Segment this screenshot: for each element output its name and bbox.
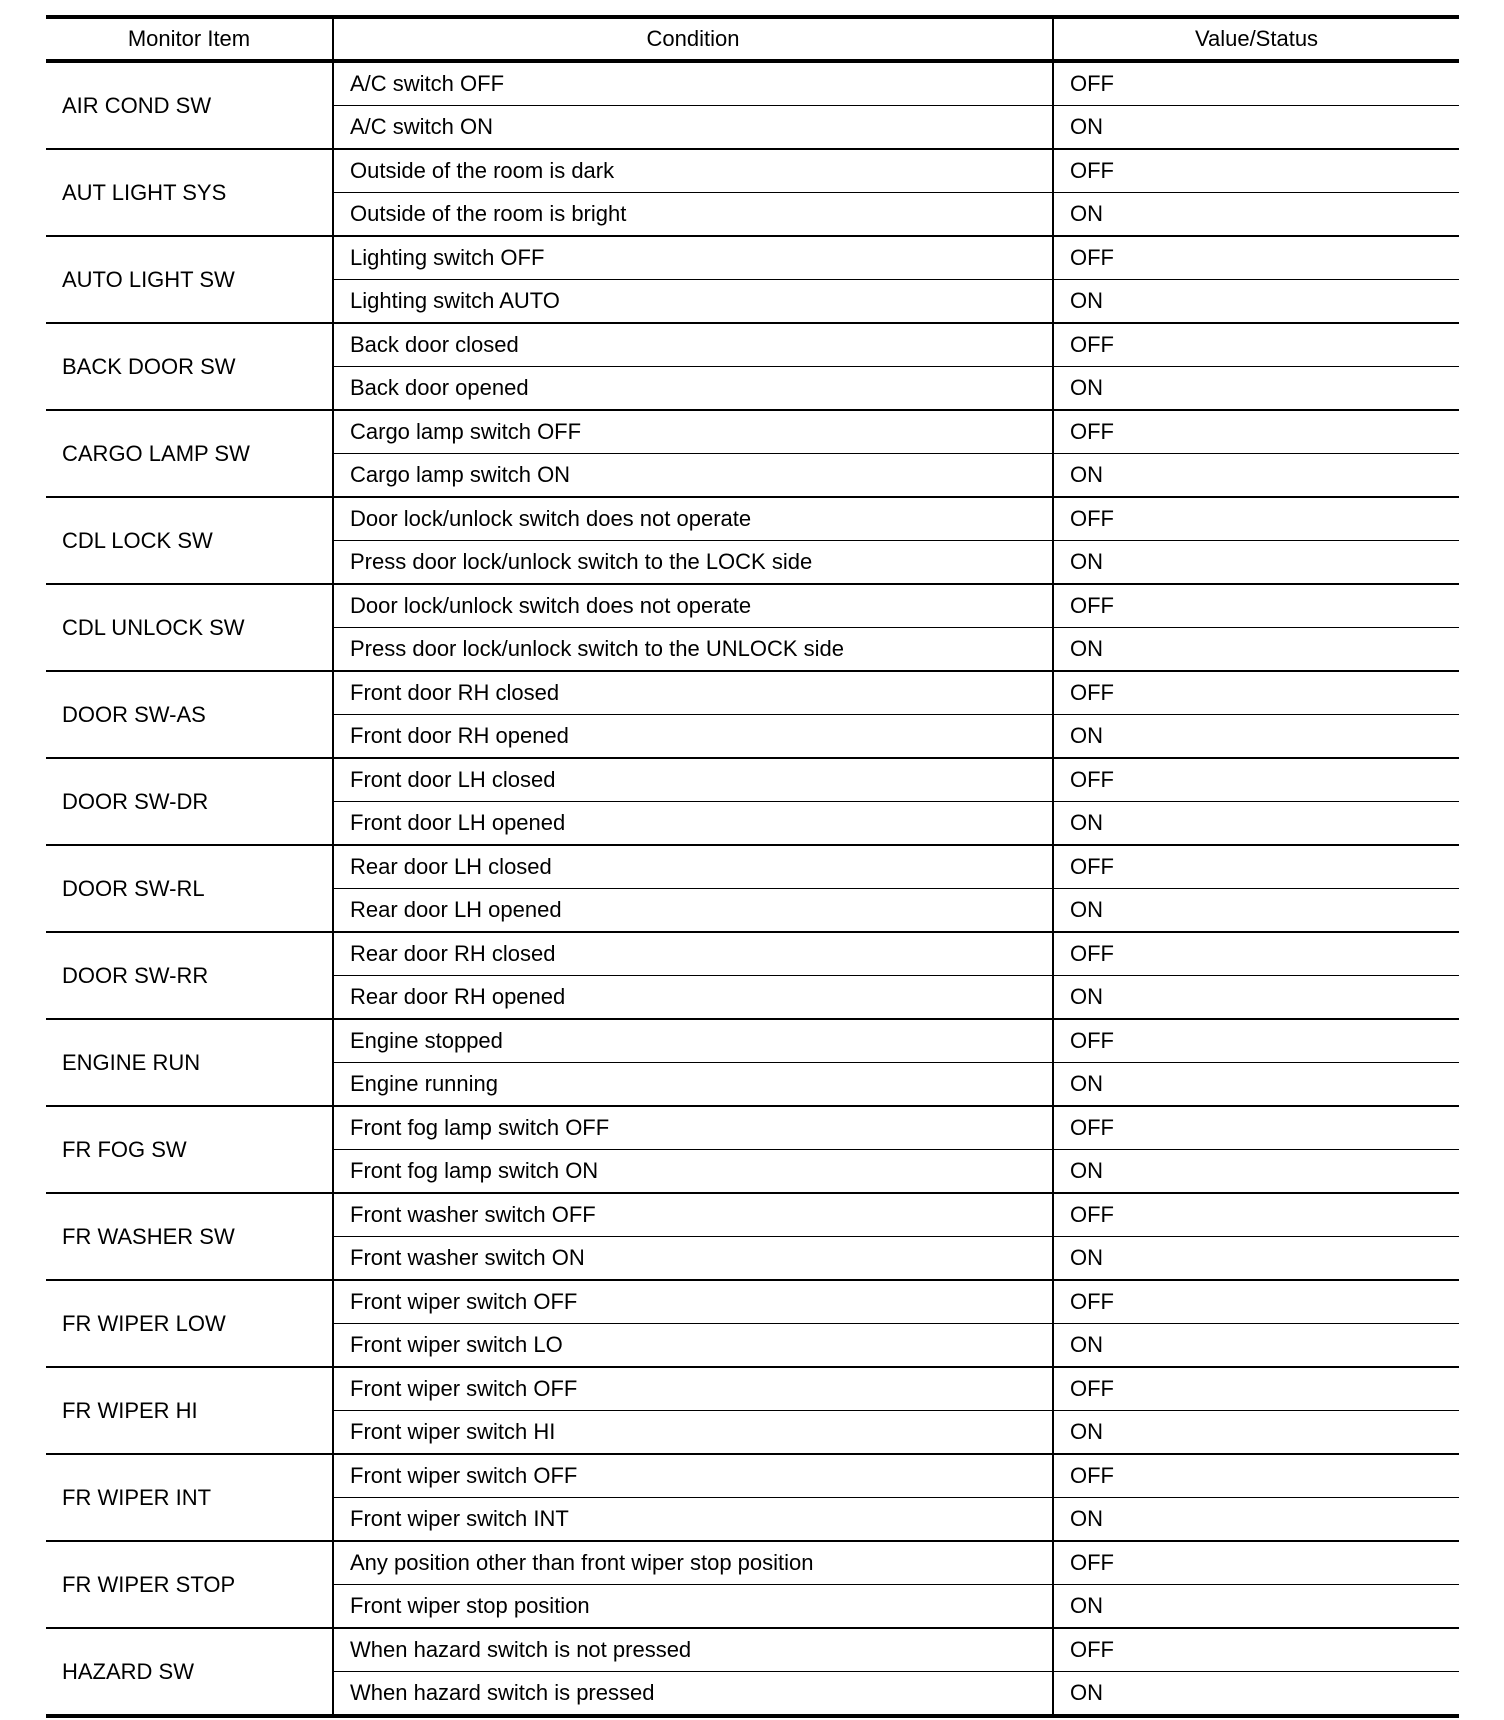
condition-cell: Door lock/unlock switch does not operate — [333, 584, 1053, 628]
value-status-cell: ON — [1053, 1324, 1459, 1368]
value-status-cell: OFF — [1053, 323, 1459, 367]
condition-cell: Front wiper switch LO — [333, 1324, 1053, 1368]
condition-cell: Front washer switch OFF — [333, 1193, 1053, 1237]
condition-cell: Any position other than front wiper stop position — [333, 1541, 1053, 1585]
header-monitor-item: Monitor Item — [46, 17, 333, 61]
condition-cell: Front wiper switch OFF — [333, 1280, 1053, 1324]
monitor-item-cell: AUT LIGHT SYS — [46, 149, 333, 236]
condition-cell: Rear door LH closed — [333, 845, 1053, 889]
condition-cell: Rear door LH opened — [333, 889, 1053, 933]
value-status-cell: ON — [1053, 976, 1459, 1020]
monitor-item-cell: BACK DOOR SW — [46, 323, 333, 410]
condition-cell: Cargo lamp switch ON — [333, 454, 1053, 498]
table-row — [46, 584, 1459, 628]
table-row — [46, 932, 1459, 976]
condition-cell: Front wiper switch OFF — [333, 1454, 1053, 1498]
condition-cell: Front fog lamp switch ON — [333, 1150, 1053, 1194]
table-row — [46, 323, 1459, 367]
condition-cell: Lighting switch AUTO — [333, 280, 1053, 324]
condition-cell: Outside of the room is dark — [333, 149, 1053, 193]
table-row — [46, 497, 1459, 541]
condition-cell: Cargo lamp switch OFF — [333, 410, 1053, 454]
monitor-item-cell: HAZARD SW — [46, 1628, 333, 1716]
value-status-cell: OFF — [1053, 1280, 1459, 1324]
monitor-item-cell: CDL LOCK SW — [46, 497, 333, 584]
condition-cell: A/C switch ON — [333, 106, 1053, 150]
table-body — [46, 61, 1459, 1716]
condition-cell: Front wiper stop position — [333, 1585, 1053, 1629]
condition-cell: Back door opened — [333, 367, 1053, 411]
condition-cell: Door lock/unlock switch does not operate — [333, 497, 1053, 541]
table-row — [46, 1106, 1459, 1150]
condition-cell: Rear door RH closed — [333, 932, 1053, 976]
header-value-status: Value/Status — [1053, 17, 1459, 61]
monitor-item-cell: DOOR SW-DR — [46, 758, 333, 845]
table-row — [46, 1628, 1459, 1672]
monitor-item-cell: DOOR SW-RL — [46, 845, 333, 932]
table-row — [46, 236, 1459, 280]
condition-cell: Engine stopped — [333, 1019, 1053, 1063]
monitor-item-cell: ENGINE RUN — [46, 1019, 333, 1106]
monitor-item-cell: FR WIPER HI — [46, 1367, 333, 1454]
value-status-cell: ON — [1053, 193, 1459, 237]
value-status-cell: ON — [1053, 889, 1459, 933]
value-status-cell: ON — [1053, 715, 1459, 759]
condition-cell: Front door LH closed — [333, 758, 1053, 802]
table-row — [46, 410, 1459, 454]
value-status-cell: OFF — [1053, 61, 1459, 106]
value-status-cell: OFF — [1053, 1628, 1459, 1672]
value-status-cell: OFF — [1053, 1367, 1459, 1411]
condition-cell: Outside of the room is bright — [333, 193, 1053, 237]
monitor-item-cell: FR WIPER STOP — [46, 1541, 333, 1628]
value-status-cell: ON — [1053, 106, 1459, 150]
value-status-cell: OFF — [1053, 1193, 1459, 1237]
value-status-cell: ON — [1053, 1672, 1459, 1717]
value-status-cell: OFF — [1053, 410, 1459, 454]
table-row — [46, 845, 1459, 889]
value-status-cell: ON — [1053, 1237, 1459, 1281]
header-row — [46, 17, 1459, 61]
condition-cell: Engine running — [333, 1063, 1053, 1107]
monitor-item-cell: FR WASHER SW — [46, 1193, 333, 1280]
condition-cell: Press door lock/unlock switch to the LOCK side — [333, 541, 1053, 585]
table-row — [46, 1019, 1459, 1063]
condition-cell: When hazard switch is not pressed — [333, 1628, 1053, 1672]
value-status-cell: OFF — [1053, 932, 1459, 976]
monitor-item-cell: FR WIPER LOW — [46, 1280, 333, 1367]
condition-cell: Front washer switch ON — [333, 1237, 1053, 1281]
value-status-cell: ON — [1053, 802, 1459, 846]
monitor-item-cell: CDL UNLOCK SW — [46, 584, 333, 671]
monitor-item-cell: FR WIPER INT — [46, 1454, 333, 1541]
value-status-cell: OFF — [1053, 497, 1459, 541]
table-row — [46, 149, 1459, 193]
monitor-item-cell: AUTO LIGHT SW — [46, 236, 333, 323]
value-status-cell: ON — [1053, 454, 1459, 498]
value-status-cell: ON — [1053, 367, 1459, 411]
monitor-item-cell: AIR COND SW — [46, 61, 333, 149]
value-status-cell: OFF — [1053, 236, 1459, 280]
value-status-cell: OFF — [1053, 149, 1459, 193]
table-row — [46, 758, 1459, 802]
monitor-item-cell: DOOR SW-AS — [46, 671, 333, 758]
table-row — [46, 1367, 1459, 1411]
condition-cell: Front door RH opened — [333, 715, 1053, 759]
monitor-item-cell: FR FOG SW — [46, 1106, 333, 1193]
value-status-cell: OFF — [1053, 1106, 1459, 1150]
monitor-item-table — [46, 15, 1459, 1718]
value-status-cell: OFF — [1053, 845, 1459, 889]
condition-cell: Front wiper switch HI — [333, 1411, 1053, 1455]
value-status-cell: ON — [1053, 1585, 1459, 1629]
condition-cell: Front door RH closed — [333, 671, 1053, 715]
condition-cell: Press door lock/unlock switch to the UNLOCK side — [333, 628, 1053, 672]
value-status-cell: OFF — [1053, 671, 1459, 715]
value-status-cell: ON — [1053, 280, 1459, 324]
condition-cell: A/C switch OFF — [333, 61, 1053, 106]
table-row — [46, 61, 1459, 106]
condition-cell: Front wiper switch INT — [333, 1498, 1053, 1542]
condition-cell: Back door closed — [333, 323, 1053, 367]
value-status-cell: ON — [1053, 1150, 1459, 1194]
table-row — [46, 671, 1459, 715]
table-row — [46, 1193, 1459, 1237]
monitor-item-cell: CARGO LAMP SW — [46, 410, 333, 497]
value-status-cell: OFF — [1053, 584, 1459, 628]
condition-cell: Front wiper switch OFF — [333, 1367, 1053, 1411]
monitor-item-cell: DOOR SW-RR — [46, 932, 333, 1019]
condition-cell: Front door LH opened — [333, 802, 1053, 846]
condition-cell: Lighting switch OFF — [333, 236, 1053, 280]
value-status-cell: ON — [1053, 541, 1459, 585]
condition-cell: Rear door RH opened — [333, 976, 1053, 1020]
condition-cell: Front fog lamp switch OFF — [333, 1106, 1053, 1150]
value-status-cell: ON — [1053, 1063, 1459, 1107]
condition-cell: When hazard switch is pressed — [333, 1672, 1053, 1717]
value-status-cell: ON — [1053, 1498, 1459, 1542]
value-status-cell: OFF — [1053, 758, 1459, 802]
value-status-cell: OFF — [1053, 1019, 1459, 1063]
header-condition: Condition — [333, 17, 1053, 61]
value-status-cell: OFF — [1053, 1541, 1459, 1585]
value-status-cell: ON — [1053, 628, 1459, 672]
value-status-cell: ON — [1053, 1411, 1459, 1455]
table-row — [46, 1541, 1459, 1585]
table-row — [46, 1280, 1459, 1324]
table-row — [46, 1454, 1459, 1498]
value-status-cell: OFF — [1053, 1454, 1459, 1498]
